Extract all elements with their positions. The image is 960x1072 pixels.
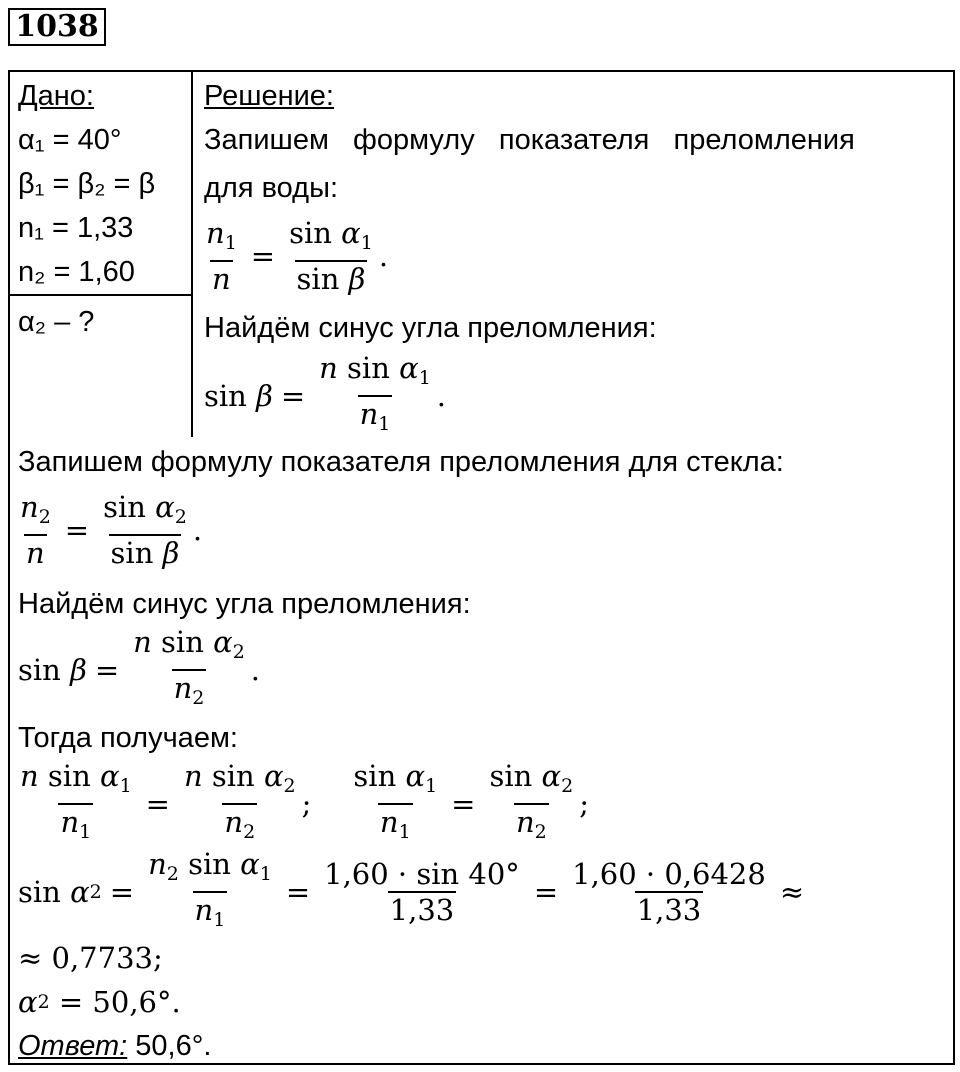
formula-glass-index: $\frac{n_2}{n}$ = $\frac{\sin \alpha_2}{\text{sin β}}$ . — [20, 490, 203, 570]
solution-text-4: Найдём синус угла преломления: — [18, 588, 471, 620]
answer-value: 50,6°. — [135, 1030, 212, 1062]
formula-sin-beta-glass: sin β = $\frac{n \sin \alpha_2}{n_2}$ . — [18, 628, 260, 712]
given-alpha1: α₁ = 40° — [18, 124, 122, 156]
answer-line — [18, 1028, 211, 1064]
given-beta: β₁ = β₂ = β — [18, 168, 156, 200]
solution-text-5: Тогда получаем: — [18, 722, 238, 754]
formula-equate: $\frac{n \sin \alpha_1}{n_1}$ = $\frac{n \sin \alpha_2}{n_2}$ ; $\frac{\sin \alpha_1}{n_1}$ = $\frac{\sin \alpha_2}{n_2}$ ; — [14, 762, 589, 846]
solution-text-1a: Запишем формулу показателя преломления — [204, 124, 855, 156]
solution-header: Решение: — [204, 80, 334, 112]
given-n1: n₁ = 1,33 — [18, 212, 134, 244]
problem-number: 1038 — [8, 8, 106, 46]
formula-sin-alpha2: sin α 2 = $\frac{n_2 \sin \alpha_1}{n_1}$ = $\frac{1,60 \cdot \sin 40^\circ}{1,33}$ = $\frac{1,60 \cdot 0,6428}{1,33}$ ≈ — [18, 850, 812, 934]
solution-text-3: Запишем формулу показателя преломления для стекла: — [18, 446, 784, 478]
result-alpha2: α 2 = 50,6°. — [18, 985, 181, 1019]
formula-water-index: $\frac{n_1}{n}$ = $\frac{\sin \alpha_1}{\text{sin β}}$ . — [206, 216, 389, 296]
given-header: Дано: — [18, 80, 94, 112]
solution-text-2: Найдём синус угла преломления: — [204, 312, 657, 344]
formula-sin-beta-water: sin β = $\frac{n \sin \alpha_1}{n_1}$ . — [204, 354, 446, 438]
answer-label: Ответ: — [18, 1030, 128, 1062]
given-divider-vertical — [191, 70, 193, 437]
solution-text-1b: для воды: — [204, 172, 338, 204]
find-alpha2: α₂ – ? — [18, 306, 95, 338]
result-approx: ≈ 0,7733; — [18, 941, 163, 975]
given-divider-horizontal — [8, 294, 193, 296]
given-n2: n₂ = 1,60 — [18, 256, 135, 288]
